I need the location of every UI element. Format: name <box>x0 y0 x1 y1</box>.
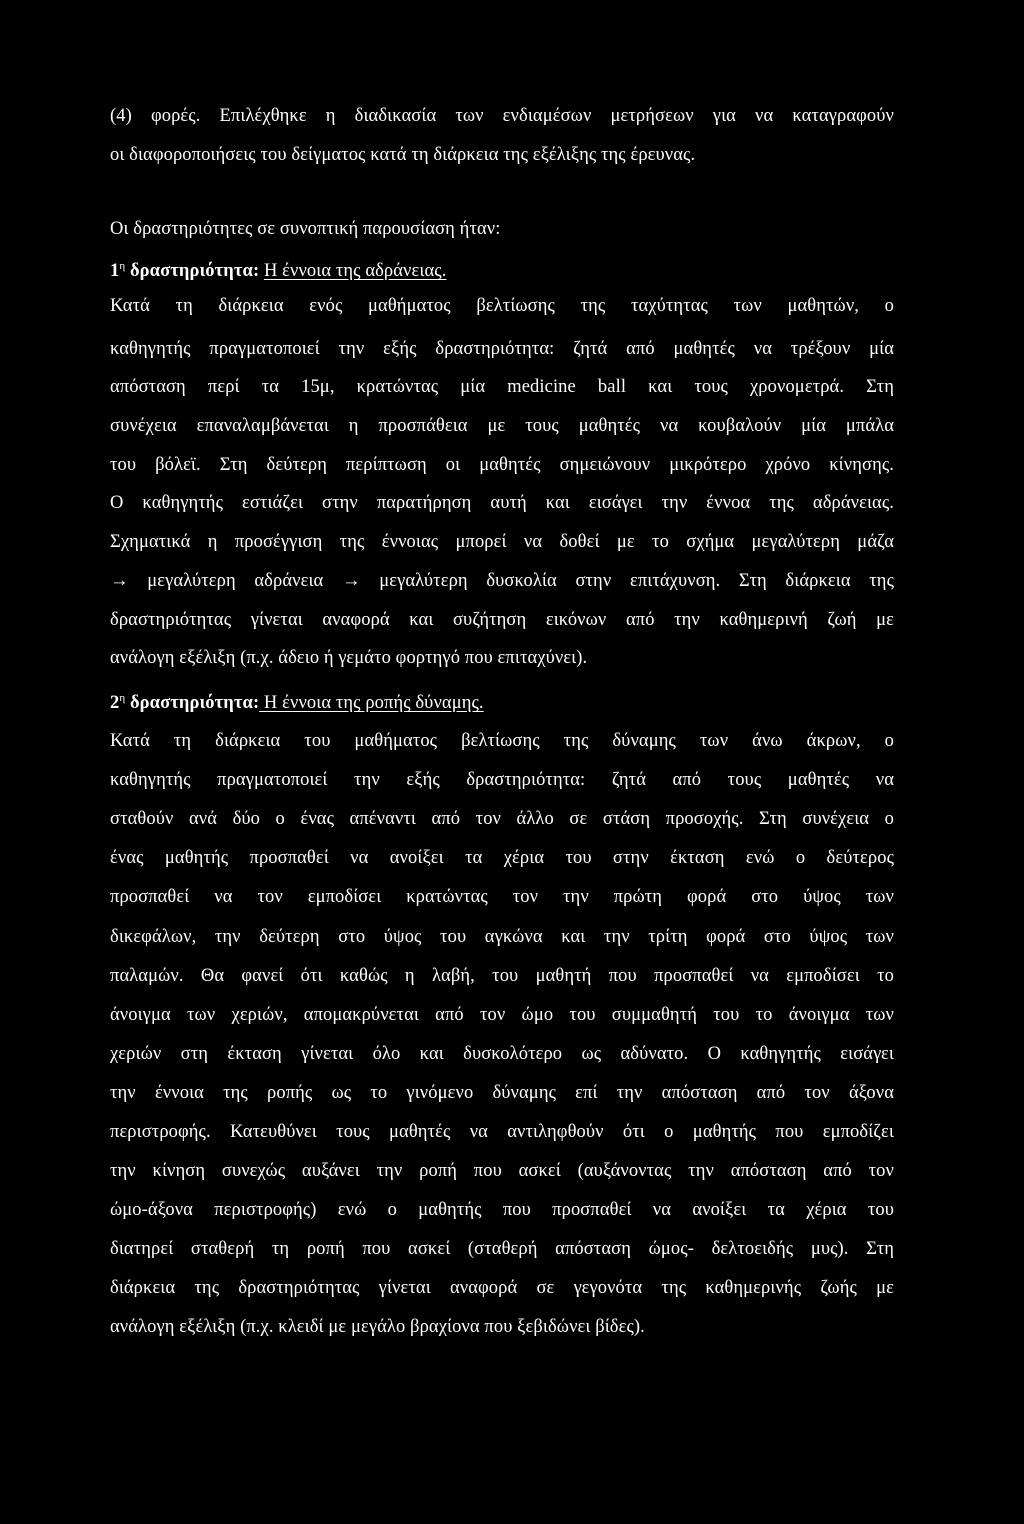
activity1-label: δραστηριότητα: <box>125 261 260 281</box>
activity2-line-7: παλαμών. Θα φανεί ότι καθώς η λαβή, του μαθητή που προσπαθεί να εμποδίσει το <box>110 966 894 986</box>
activity2-sup: η <box>119 692 126 704</box>
activity2-line-4: ένας μαθητής προσπαθεί να ανοίξει τα χέρια του στην έκταση ενώ ο δεύτερος <box>110 848 894 868</box>
intro-line-1: (4) φορές. Επιλέχθηκε η διαδικασία των ενδιαμέσων μετρήσεων για να καταγραφούν <box>110 106 894 126</box>
intro-line-2: οι διαφοροποιήσεις του δείγματος κατά τη διάρκεια της εξέλιξης της έρευνας. <box>110 145 696 165</box>
activity2-label: δραστηριότητα: <box>125 693 260 713</box>
activity1-line-9: δραστηριότητας γίνεται αναφορά και συζήτηση εικόνων από την καθημερινή ζωή με <box>110 610 894 630</box>
activity2-line-5: προσπαθεί να τον εμποδίσει κρατώντας τον την πρώτη φορά στο ύψος των <box>110 887 894 907</box>
activity2-title: Η έννοια της ροπής δύναμης. <box>259 693 484 713</box>
activity1-line-6: Ο καθηγητής εστιάζει στην παρατήρηση αυτή και εισάγει την έννοα της αδράνειας. <box>110 493 894 513</box>
activity1-line-10: ανάλογη εξέλιξη (π.χ. άδειο ή γεμάτο φορτηγό που επιταχύνει). <box>110 648 588 668</box>
activity2-line-12: την κίνηση συνεχώς αυξάνει την ροπή που ασκεί (αυξάνοντας την απόσταση από τον <box>110 1161 894 1181</box>
activity2-line-9: χεριών στη έκταση γίνεται όλο και δυσκολότερο ως αδύνατο. Ο καθηγητής εισάγει <box>110 1044 894 1064</box>
activity2-line-3: σταθούν ανά δύο ο ένας απέναντι από τον άλλο σε στάση προσοχής. Στη συνέχεια ο <box>110 809 894 829</box>
activity1-title: Η έννοια της αδράνειας. <box>263 261 447 281</box>
activity2-line-16: ανάλογη εξέλιξη (π.χ. κλειδί με μεγάλο βραχίονα που ξεβιδώνει βίδες). <box>110 1317 645 1337</box>
activity1-line-3: απόσταση περί τα 15μ, κρατώντας μία medicine ball και τους χρονομετρά. Στη <box>110 377 894 397</box>
activity2-line-2: καθηγητής πραγματοποιεί την εξής δραστηριότητα: ζητά από τους μαθητές να <box>110 770 894 790</box>
activity1-line-8: → μεγαλύτερη αδράνεια → μεγαλύτερη δυσκολία στην επιτάχυνση. Στη διάρκεια της <box>110 571 894 591</box>
activity2-line-11: περιστροφής. Κατευθύνει τους μαθητές να αντιληφθούν ότι ο μαθητής που εμποδίζει <box>110 1122 894 1142</box>
activity1-heading <box>110 254 894 283</box>
activity2-line-10: την έννοια της ροπής ως το γινόμενο δύναμης επί την απόσταση από τον άξονα <box>110 1083 894 1103</box>
activity1-line-4: συνέχεια επαναλαμβάνεται η προσπάθεια με τους μαθητές να κουβαλούν μία μπάλα <box>110 416 894 436</box>
activity2-line-1: Κατά τη διάρκεια του μαθήματος βελτίωσης της δύναμης των άνω άκρων, ο <box>110 731 894 751</box>
activity1-line-2: καθηγητής πραγματοποιεί την εξής δραστηριότητα: ζητά από μαθητές να τρέξουν μία <box>110 339 894 359</box>
activity1-number: 1 <box>110 261 120 281</box>
activity1-line-7: Σχηματικά η προσέγγιση της έννοιας μπορεί να δοθεί με το σχήμα μεγαλύτερη μάζα <box>110 532 894 552</box>
summary-intro: Οι δραστηριότητες σε συνοπτική παρουσίαση ήταν: <box>110 219 501 239</box>
activity1-line-5: του βόλεϊ. Στη δεύτερη περίπτωση οι μαθητές σημειώνουν μικρότερο χρόνο κίνησης. <box>110 455 894 475</box>
activity2-line-8: άνοιγμα των χεριών, απομακρύνεται από τον ώμο του συμμαθητή του το άνοιγμα των <box>110 1005 894 1025</box>
activity2-line-15: διάρκεια της δραστηριότητας γίνεται αναφορά σε γεγονότα της καθημερινής ζωής με <box>110 1278 894 1298</box>
activity1-sup: η <box>119 260 126 272</box>
activity1-line-1: Κατά τη διάρκεια ενός μαθήματος βελτίωσης της ταχύτητας των μαθητών, ο <box>110 296 894 316</box>
activity2-line-6: δικεφάλων, την δεύτερη στο ύψος του αγκώνα και την τρίτη φορά στο ύψος των <box>110 927 894 947</box>
activity2-number: 2 <box>110 693 120 713</box>
activity2-heading <box>110 686 894 715</box>
activity2-line-13: ώμο-άξονα περιστροφής) ενώ ο μαθητής που προσπαθεί να ανοίξει τα χέρια του <box>110 1200 894 1220</box>
activity2-line-14: διατηρεί σταθερή τη ροπή που ασκεί (σταθερή απόσταση ώμος- δελτοειδής μυς). Στη <box>110 1239 894 1259</box>
